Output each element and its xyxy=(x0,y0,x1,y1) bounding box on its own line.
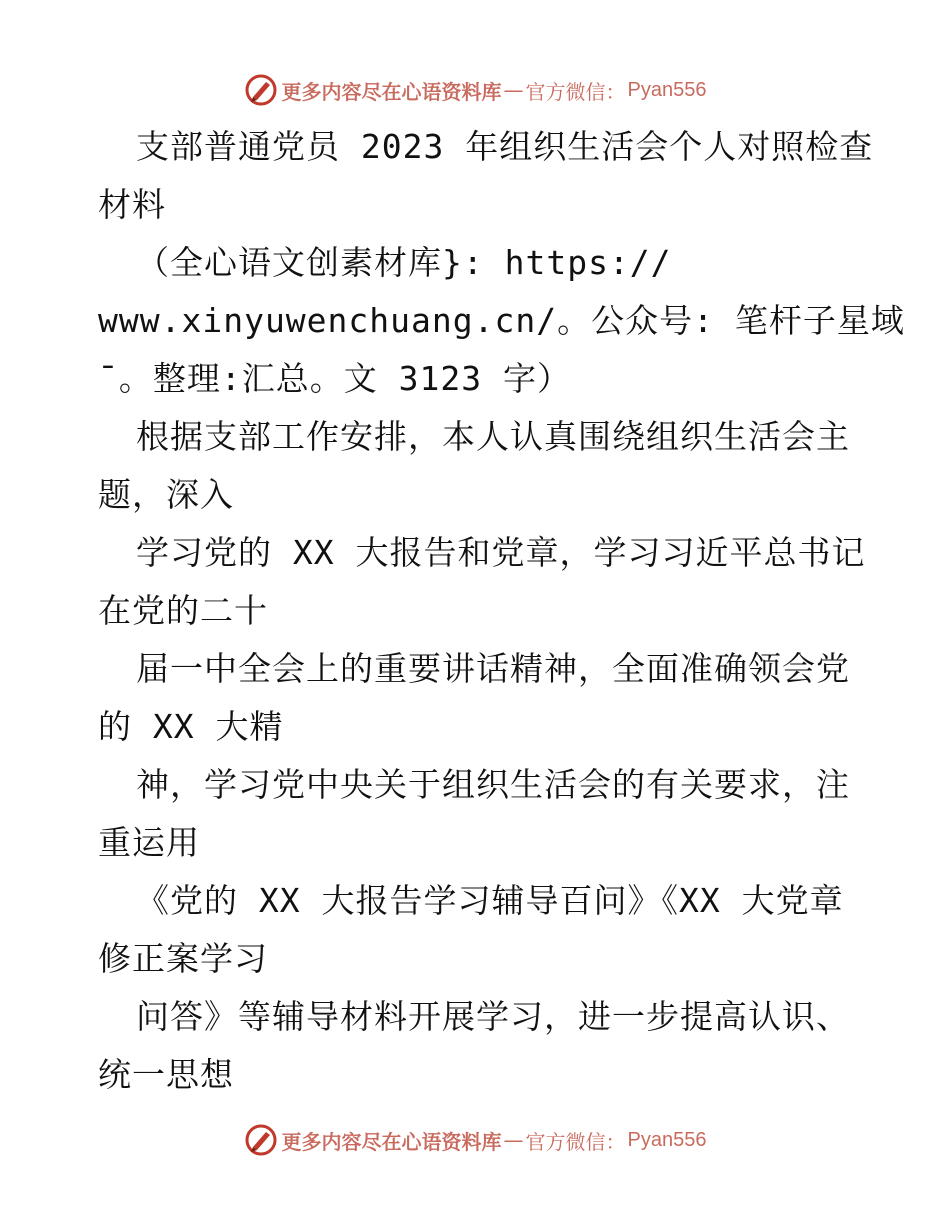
doc-line-7: 题，深入 xyxy=(98,475,234,514)
doc-line-10: 届一中全会上的重要讲话精神，全面准确领会党 xyxy=(136,649,850,688)
watermark-text: 更多内容尽在心语资料库 xyxy=(281,79,502,104)
watermark-text: 更多内容尽在心语资料库 xyxy=(281,1129,502,1154)
doc-line-9: 在党的二十 xyxy=(98,591,268,630)
doc-line-2: 材料 xyxy=(98,185,166,224)
watermark-dash: — xyxy=(503,1128,524,1152)
doc-line-17: 统一思想 xyxy=(98,1055,234,1094)
doc-line-5: ¯。整理:汇总。文 3123 字） xyxy=(98,359,571,398)
watermark-label: 官方微信： xyxy=(525,1129,626,1154)
pen-logo-icon xyxy=(244,73,278,107)
doc-line-6: 根据支部工作安排，本人认真围绕组织生活会主 xyxy=(136,417,850,456)
footer-watermark xyxy=(0,1120,950,1160)
doc-line-4: www.xinyuwenchuang.cn/。公众号: 笔杆子星域 xyxy=(98,301,905,340)
doc-line-12: 神，学习党中央关于组织生活会的有关要求，注 xyxy=(136,765,850,804)
doc-line-1: 支部普通党员 2023 年组织生活会个人对照检查 xyxy=(136,127,874,166)
doc-line-15: 修正案学习 xyxy=(98,939,268,978)
watermark-label: 官方微信： xyxy=(525,79,626,104)
doc-line-14: 《党的 XX 大报告学习辅导百问》《XX 大党章 xyxy=(136,881,844,920)
watermark-id: Pyan556 xyxy=(627,1128,707,1151)
watermark-id: Pyan556 xyxy=(627,78,707,101)
doc-line-13: 重运用 xyxy=(98,823,200,862)
doc-line-16: 问答》等辅导材料开展学习，进一步提高认识、 xyxy=(136,997,850,1036)
doc-line-3: （全心语文创素材库}: https:// xyxy=(136,243,672,282)
doc-line-11: 的 XX 大精 xyxy=(98,707,284,746)
header-watermark xyxy=(0,70,950,110)
watermark-dash: — xyxy=(503,78,524,102)
document-body xyxy=(98,118,905,1104)
pen-logo-icon xyxy=(244,1123,278,1157)
doc-line-8: 学习党的 XX 大报告和党章，学习习近平总书记 xyxy=(136,533,866,572)
